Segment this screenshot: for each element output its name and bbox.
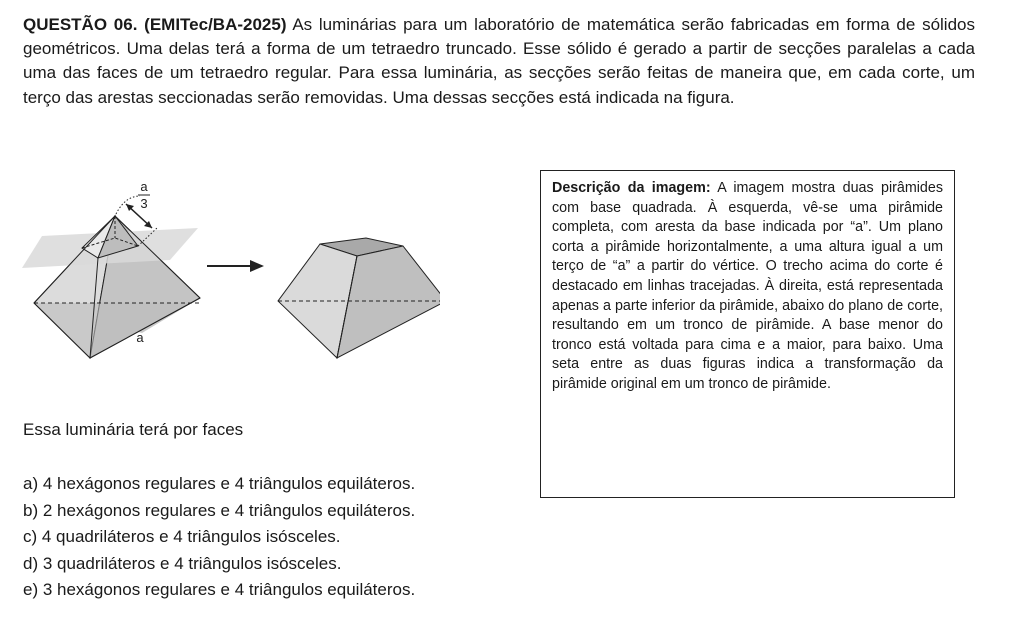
option-a[interactable]: a) 4 hexágonos regulares e 4 triângulos equiláteros. bbox=[23, 474, 416, 493]
pyramid-figure bbox=[20, 178, 440, 378]
question-number: QUESTÃO 06. bbox=[23, 15, 138, 34]
fraction-denominator: 3 bbox=[140, 196, 148, 211]
image-description-text: A imagem mostra duas pirâmides com base quadrada. À esquerda, vê-se uma pirâmide completa, com aresta da base indicada por “a”. Um plano corta a pirâmide horizontalmente, a uma altura igual a um terço de “a” a partir do vértice. O trecho acima do corte é destacado em linhas tracejadas. À direita, está representada apenas a parte inferior da pirâmide, abaixo do plano de corte, resultando em um tronco de pirâmide. A base menor do tronco está voltada para cima e a maior, para baixo. Uma seta entre as duas figuras indica a transformação da pirâmide original em um tronco de pirâmide. bbox=[552, 180, 943, 392]
option-e[interactable]: e) 3 hexágonos regulares e 4 triângulos equiláteros. bbox=[23, 580, 416, 600]
question-source: (EMITec/BA-2025) bbox=[144, 15, 287, 34]
full-pyramid bbox=[22, 179, 200, 358]
question-text: As luminárias para um laboratório de matemática serão fabricadas em forma de sólidos geométricos. Uma delas terá a forma de um tetraedro truncado. Esse sólido é gerado a partir de secções paralelas a cada uma das faces de um tetraedro regular. Para essa luminária, as secções serão feitas de maneira que, em cada corte, um terço das arestas seccionadas serão removidas. Uma dessas secções está indicada na figura. bbox=[23, 15, 975, 107]
answer-options bbox=[23, 471, 415, 604]
fraction-numerator: a bbox=[140, 179, 148, 194]
image-description-heading: Descrição da imagem: bbox=[552, 180, 711, 196]
edge-label: a bbox=[136, 330, 144, 345]
question-prompt: Essa luminária terá por faces bbox=[23, 420, 244, 439]
option-b[interactable]: b) 2 hexágonos regulares e 4 triângulos equiláteros. bbox=[23, 500, 416, 520]
frustum bbox=[278, 238, 440, 358]
option-c[interactable]: c) 4 quadriláteros e 4 triângulos isósceles. bbox=[23, 527, 341, 547]
image-description-box bbox=[540, 170, 955, 498]
right-arrow-icon bbox=[207, 260, 264, 272]
option-d[interactable]: d) 3 quadriláteros e 4 triângulos isósceles. bbox=[23, 553, 342, 573]
question-statement bbox=[23, 13, 975, 110]
